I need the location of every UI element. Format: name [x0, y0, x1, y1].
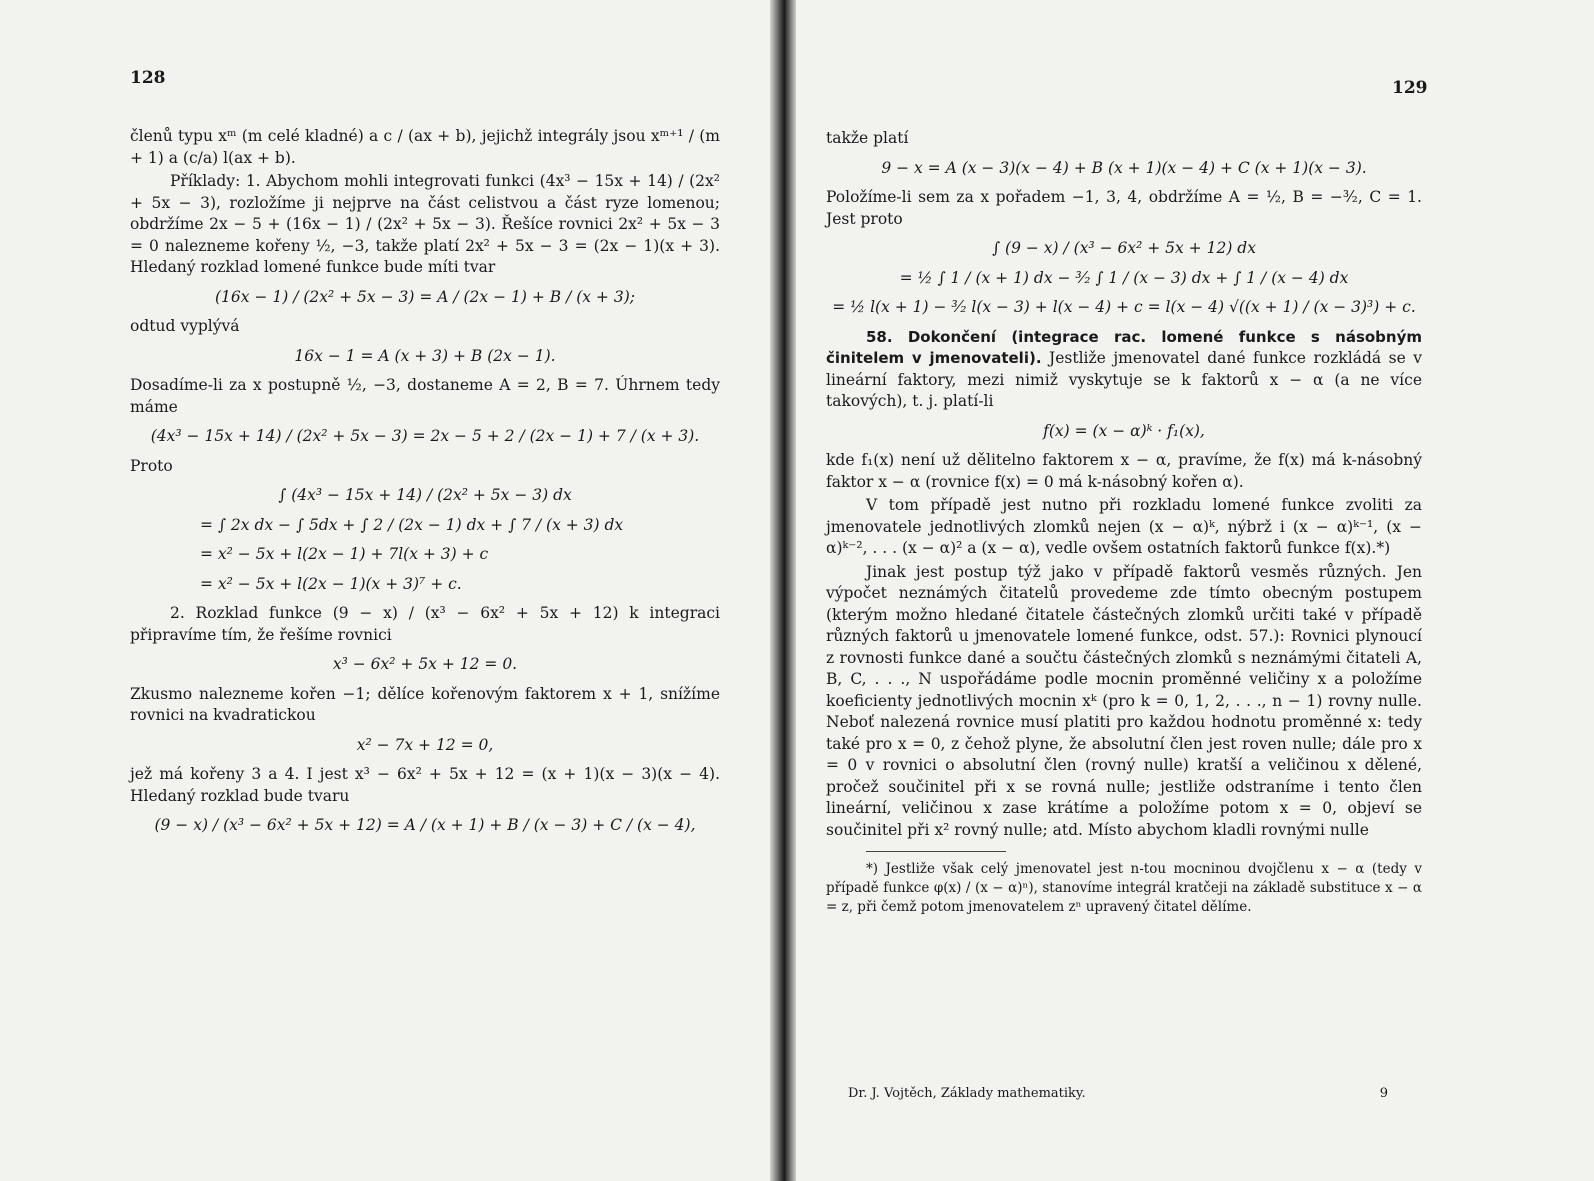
footnote-rule [866, 851, 1006, 852]
paragraph: Zkusmo nalezneme kořen −1; dělíce kořenovým faktorem x + 1, snížíme rovnici na kvadratickou [130, 684, 720, 724]
section-heading: 58. Dokončení (integrace rac. lomené funkce s násobným činitelem v jmenovateli). [826, 327, 1422, 367]
paragraph-label: odtud vyplývá [130, 317, 240, 335]
paragraph: kde f₁(x) není už dělitelno faktorem x − α, pravíme, že f(x) má k-násobný faktor x − α (rovnice f(x) = 0 má k-násobný kořen α). [826, 451, 1422, 491]
paragraph: takže platí [826, 129, 909, 147]
equation: ∫ (9 − x) / (x³ − 6x² + 5x + 12) dx [992, 239, 1256, 257]
equation: x² − 7x + 12 = 0, [356, 735, 494, 754]
paragraph: 2. Rozklad funkce (9 − x) / (x³ − 6x² + 5x + 12) k integraci připravíme tím, že řešíme rovnici [130, 604, 720, 644]
equation: = ½ l(x + 1) − ³⁄₂ l(x − 3) + l(x − 4) + c = l(x − 4) √((x + 1) / (x − 3)³) + c. [832, 298, 1416, 316]
equation: 9 − x = A (x − 3)(x − 4) + B (x + 1)(x − 4) + C (x + 1)(x − 3). [881, 158, 1367, 177]
paragraph: Položíme-li sem za x pořadem −1, 3, 4, obdržíme A = ½, B = −³⁄₂, C = 1. Jest proto [826, 188, 1422, 228]
page-signature [848, 1086, 1388, 1101]
paragraph: Dosadíme-li za x postupně ½, −3, dostaneme A = 2, B = 7. Úhrnem tedy máme [130, 376, 720, 416]
book-gutter [770, 0, 796, 1181]
paragraph-label: Proto [130, 456, 173, 475]
paragraph: Jinak jest postup týž jako v případě faktorů vesměs různých. Jen výpočet neznámých čitatelů provedeme zde tímto obecným postupem (kterým možno hledané čitatele částečných zlomků určiti také v případě různých faktorů u jmenovatele lomené funkce, odst. 57.): Rovnici plynoucí z rovnosti funkce dané a součtu částečných zlomků s neznámými čitateli A, B, C, . . ., N uspořádáme podle mocnin proměnné veličiny x a položíme koeficienty jednotlivých mocnin xᵏ (pro k = 0, 1, 2, . . ., n − 1) rovny nulle. Neboť nalezená rovnice musí platiti pro každou hodnotu proměnné x: tedy také pro x = 0, z čehož plyne, že absolutní člen jest roven nulle; dále pro x = 0 v rovnici o absolutní člen (rovný nulle) kratší a veličinou x dělené, pročež součinitel při x se rovná nulle; jestliže odstraníme i tento člen lineární, veličinou x zase krátíme a položíme potom x = 0, objeví se součinitel při x² rovný nulle; atd. Místo abychom kladli rovnými nulle [826, 562, 1422, 839]
equation: (9 − x) / (x³ − 6x² + 5x + 12) = A / (x + 1) + B / (x − 3) + C / (x − 4), [154, 816, 696, 834]
right-text-column [826, 128, 1422, 917]
paragraph: členů typu xᵐ (m celé kladné) a c / (ax + b), jejichž integrály jsou xᵐ⁺¹ / (m + 1) a (c/a) l(ax + b). [130, 127, 720, 167]
equation: = x² − 5x + l(2x − 1)(x + 3)⁷ + c. [200, 574, 462, 593]
section-text: Jestliže jmenovatel dané funkce rozkládá se v lineární faktory, mezi nimiž vyskytuje se k faktorů x − α (a ne více takových), t. j. platí-li [826, 349, 1423, 410]
signature-text: Dr. J. Vojtěch, Základy mathematiky. [848, 1086, 1086, 1101]
equation: (16x − 1) / (2x² + 5x − 3) = A / (2x − 1) + B / (x + 3); [215, 287, 635, 306]
paragraph: V tom případě jest nutno při rozkladu lomené funkce zvoliti za jmenovatele jednotlivých zlomků nejen (x − α)ᵏ, nýbrž i (x − α)ᵏ⁻¹, (x − α)ᵏ⁻², . . . (x − α)² a (x − α), vedle ovšem ostatních faktorů funkce f(x).*) [826, 496, 1422, 557]
left-text-column [130, 126, 720, 845]
paragraph: jež má kořeny 3 a 4. I jest x³ − 6x² + 5x + 12 = (x + 1)(x − 3)(x − 4). Hledaný rozklad bude tvaru [130, 765, 720, 805]
section-paragraph [826, 327, 1422, 413]
equation: = ½ ∫ 1 / (x + 1) dx − ³⁄₂ ∫ 1 / (x − 3) dx + ∫ 1 / (x − 4) dx [899, 268, 1349, 287]
equation: ∫ (4x³ − 15x + 14) / (2x² + 5x − 3) dx [278, 486, 572, 504]
left-page-number: 128 [130, 68, 166, 88]
right-page-number: 129 [1392, 78, 1428, 98]
paragraph: Příklady: 1. Abychom mohli integrovati funkci (4x³ − 15x + 14) / (2x² + 5x − 3), rozložíme ji nejprve na část celistvou a část ryze lomenou; obdržíme 2x − 5 + (16x − 1) / (2x² + 5x − 3). Řešíce rovnici 2x² + 5x − 3 = 0 nalezneme kořeny ½, −3, takže platí 2x² + 5x − 3 = (2x − 1)(x + 3). Hledaný rozklad lomené funkce bude míti tvar [130, 172, 720, 276]
footnote: *) Jestliže však celý jmenovatel jest n-tou mocninou dvojčlenu x − α (tedy v případě funkce φ(x) / (x − α)ⁿ), stanovíme integrál kratčeji na základě substituce x − α = z, při čemž potom jmenovatelem zⁿ upravený čitatel dělíme. [826, 861, 1422, 915]
equation: (4x³ − 15x + 14) / (2x² + 5x − 3) = 2x − 5 + 2 / (2x − 1) + 7 / (x + 3). [150, 427, 700, 445]
signature-number: 9 [1379, 1086, 1388, 1101]
equation: f(x) = (x − α)ᵏ · f₁(x), [1043, 421, 1205, 440]
equation: = x² − 5x + l(2x − 1) + 7l(x + 3) + c [200, 545, 489, 563]
equation: = ∫ 2x dx − ∫ 5dx + ∫ 2 / (2x − 1) dx + ∫ 7 / (x + 3) dx [200, 515, 624, 534]
equation: 16x − 1 = A (x + 3) + B (2x − 1). [294, 346, 556, 365]
equation: x³ − 6x² + 5x + 12 = 0. [332, 655, 518, 673]
